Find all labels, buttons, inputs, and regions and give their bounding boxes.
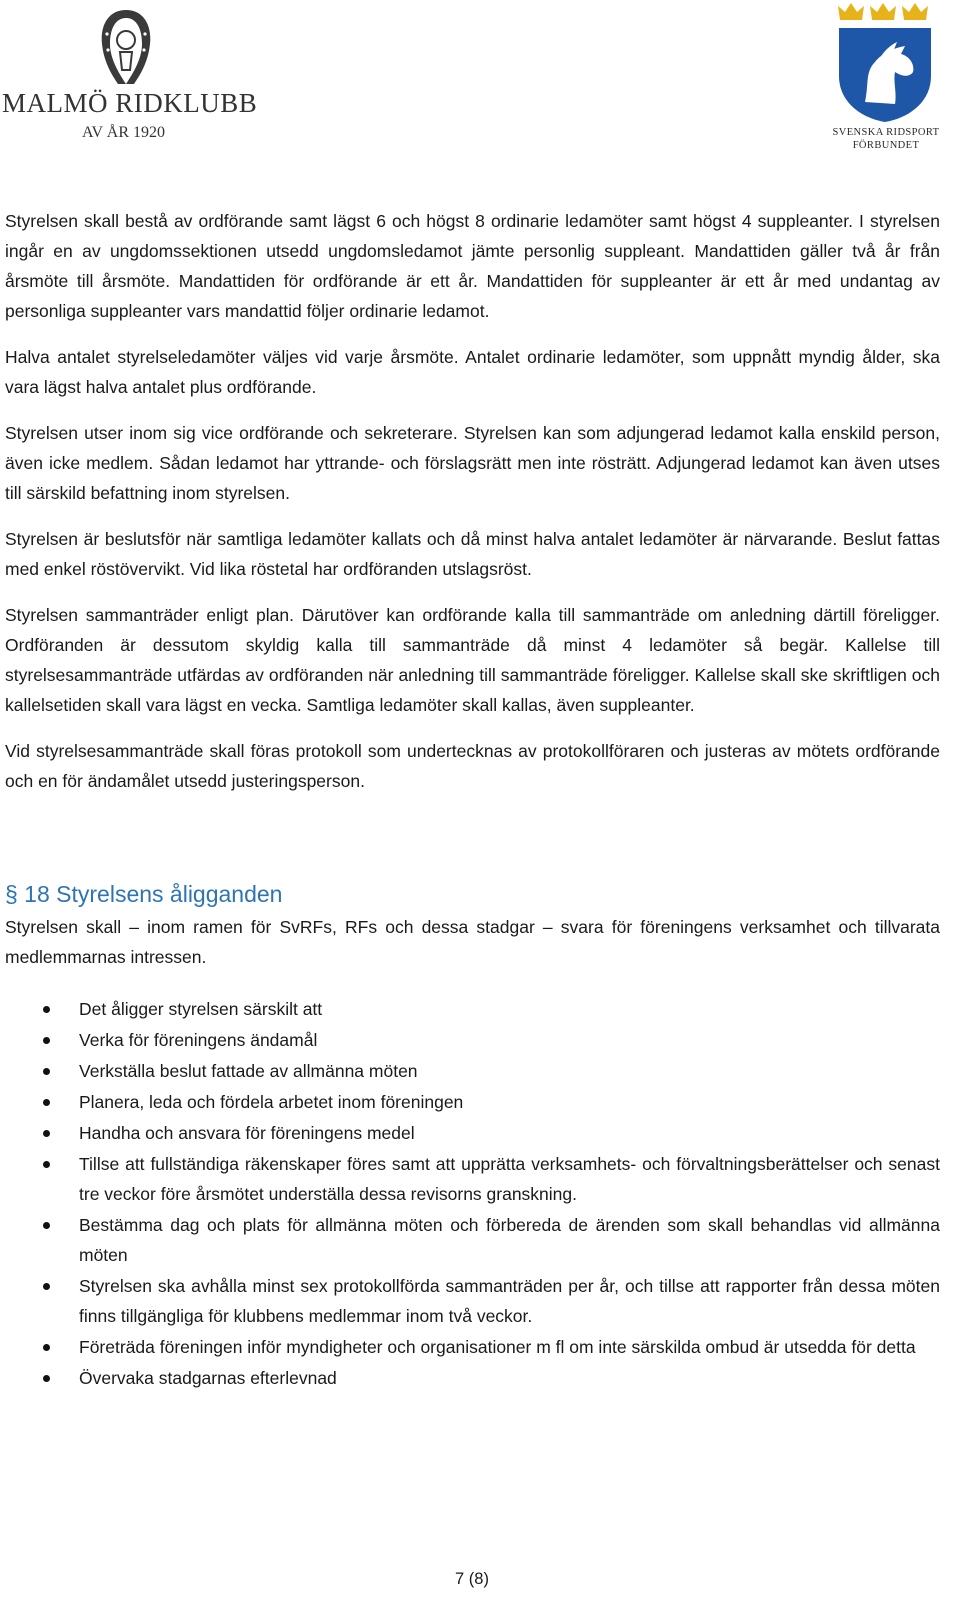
list-item [5, 1056, 940, 1086]
paragraph-board-composition: Styrelsen skall bestå av ordförande samt lägst 6 och högst 8 ordinarie ledamöter samt högst 4 suppleanter. I styrelsen ingår en av ungdomssektionen utsedd ungdomsledamot jämte personlig suppleant. Mandattiden gäller två år från årsmöte till årsmöte. Mandattiden för ordförande är ett år. Mandattiden för suppleanter är ett år med undantag av personliga suppleanter vars mandattid följer ordinarie ledamot. [5, 211, 940, 321]
list-item-text: Företräda föreningen inför myndigheter och organisationer m fl om inte särskilda ombud är utsedda för detta [79, 1337, 916, 1357]
list-item-text: Övervaka stadgarnas efterlevnad [79, 1368, 337, 1388]
bullet-icon [43, 1037, 50, 1044]
bullet-icon [43, 1006, 50, 1013]
bullet-icon [43, 1222, 50, 1229]
club-logo [2, 6, 258, 146]
paragraph-officers: Styrelsen utser inom sig vice ordförande och sekreterare. Styrelsen kan som adjungerad ledamot kalla enskild person, även icke medlem. Sådan ledamot har yttrande- och förslagsrätt men inte rösträtt. Adjungerad ledamot kan även utses till särskild befattning inom styrelsen. [5, 423, 940, 503]
bullet-icon [43, 1344, 50, 1351]
list-item [5, 1118, 940, 1148]
duties-list [5, 994, 940, 1393]
list-item-text: Bestämma dag och plats för allmänna möten och förbereda de ärenden som skall behandlas vid allmänna möten [79, 1215, 940, 1265]
list-item [5, 1087, 940, 1117]
list-item-text: Det åligger styrelsen särskilt att [79, 999, 323, 1019]
list-item [5, 1149, 940, 1209]
federation-name [812, 126, 960, 152]
list-item [5, 1363, 940, 1393]
bullet-icon [43, 1283, 50, 1290]
bullet-icon [43, 1375, 50, 1382]
paragraph-election: Halva antalet styrelseledamöter väljes vid varje årsmöte. Antalet ordinarie ledamöter, som uppnått myndig ålder, ska vara lägst halva antalet plus ordförande. [5, 347, 940, 397]
list-item-text: Verkställa beslut fattade av allmänna möten [79, 1061, 418, 1081]
federation-name-line2: FÖRBUNDET [852, 140, 920, 151]
federation-logo [812, 0, 960, 155]
list-item [5, 994, 940, 1024]
horse-shield-icon [835, 24, 935, 124]
list-item-text: Verka för föreningens ändamål [79, 1030, 318, 1050]
document-body [5, 206, 940, 1394]
paragraph-minutes: Vid styrelsesammanträde skall föras protokoll som undertecknas av protokollföraren och justeras av mötets ordförande och en för ändamålet utsedd justeringsperson. [5, 741, 940, 791]
list-item-text: Styrelsen ska avhålla minst sex protokollförda sammanträden per år, och tillse att rapporter från dessa möten finns tillgängliga för klubbens medlemmar inom två veckor. [79, 1276, 940, 1326]
horseshoe-crest-icon [96, 6, 156, 88]
paragraph-quorum: Styrelsen är beslutsför när samtliga ledamöter kallats och då minst halva antalet ledamöter är närvarande. Beslut fattas med enkel röstövervikt. Vid lika röstetal har ordföranden utslagsröst. [5, 529, 940, 579]
club-founded-year: AV ÅR 1920 [82, 124, 165, 141]
list-item-text: Tillse att fullständiga räkenskaper föres samt att upprätta verksamhets- och förvaltningsberättelser och senast tre veckor före årsmötet underställa dessa revisorns granskning. [79, 1154, 940, 1204]
bullet-icon [43, 1099, 50, 1106]
section-intro: Styrelsen skall – inom ramen för SvRFs, RFs och dessa stadgar – svara för föreningens verksamhet och tillvarata medlemmarnas intressen. [5, 917, 940, 967]
paragraph-meetings: Styrelsen sammanträder enligt plan. Därutöver kan ordförande kalla till sammanträde om anledning därtill föreligger. Ordföranden är dessutom skyldig kalla till sammanträde då minst 4 ledamöter så begär. Kallelse till styrelsesammanträde utfärdas av ordföranden när anledning till sammanträde föreligger. Kallelse skall ske skriftligen och kallelsetiden skall vara lägst en vecka. Samtliga ledamöter skall kallas, även suppleanter. [5, 605, 940, 715]
bullet-icon [43, 1161, 50, 1168]
bullet-icon [43, 1068, 50, 1075]
bullet-icon [43, 1130, 50, 1137]
list-item-text: Handha och ansvara för föreningens medel [79, 1123, 415, 1143]
club-name: MALMÖ RIDKLUBB [2, 88, 258, 118]
page-number: 7 (8) [455, 1570, 489, 1588]
federation-name-line1: SVENSKA RIDSPORT [832, 127, 940, 138]
section-heading: § 18 Styrelsens åligganden [5, 881, 283, 907]
list-item [5, 1332, 940, 1362]
list-item [5, 1210, 940, 1270]
list-item [5, 1271, 940, 1331]
three-crowns-icon [836, 0, 932, 24]
list-item [5, 1025, 940, 1055]
list-item-text: Planera, leda och fördela arbetet inom föreningen [79, 1092, 464, 1112]
